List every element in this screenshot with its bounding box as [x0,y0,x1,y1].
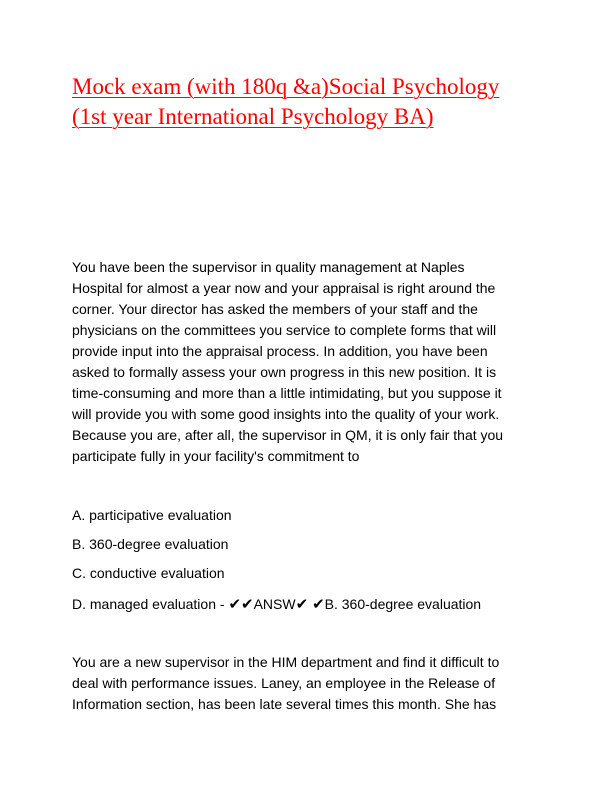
question-line: Information section, has been late several times this month. She has [72,696,497,712]
option-a: A. participative evaluation [72,507,232,523]
question-line: will provide you with some good insights into the quality of your work. [72,406,500,422]
question-2-text [72,652,542,715]
option-b: B. 360-degree evaluation [72,536,229,552]
question-1-text [72,257,542,467]
title-line: (1st year International Psychology BA) [72,104,434,129]
question-line: provide input into the appraisal process. In addition, you have been [72,343,488,359]
option-d: D. managed evaluation - [72,596,225,612]
question-line: deal with performance issues. Laney, an employee in the Release of [72,675,496,691]
checkmark-icon: ✔ [228,595,242,613]
question-line: asked to formally assess your own progress in this new position. It is [72,364,497,380]
checkmark-icon: ✔ [312,595,325,613]
question-line: physicians on the committees you service to complete forms that will [72,322,497,338]
question-line: Because you are, after all, the supervisor in QM, it is only fair that you [72,427,504,443]
question-line: time-consuming and more than a little intimidating, but you suppose it [72,385,502,401]
question-line: corner. Your director has asked the members of your staff and the [72,301,478,317]
answer-label: ANSW [253,596,296,612]
option-c: C. conductive evaluation [72,565,225,581]
answer-value: B. 360-degree evaluation [324,596,482,612]
checkmark-icon: ✔ [295,595,309,613]
question-line: You have been the supervisor in quality management at Naples [72,259,465,275]
option-d-with-answer [72,594,481,614]
question-line: Hospital for almost a year now and your appraisal is right around the [72,280,496,296]
question-line: participate fully in your facility's commitment to [72,448,360,464]
title-line: Mock exam (with 180q &a)Social Psychology [72,74,500,99]
document-title [72,72,542,132]
checkmark-icon: ✔ [241,595,254,613]
question-line: You are a new supervisor in the HIM department and find it difficult to [72,654,500,670]
